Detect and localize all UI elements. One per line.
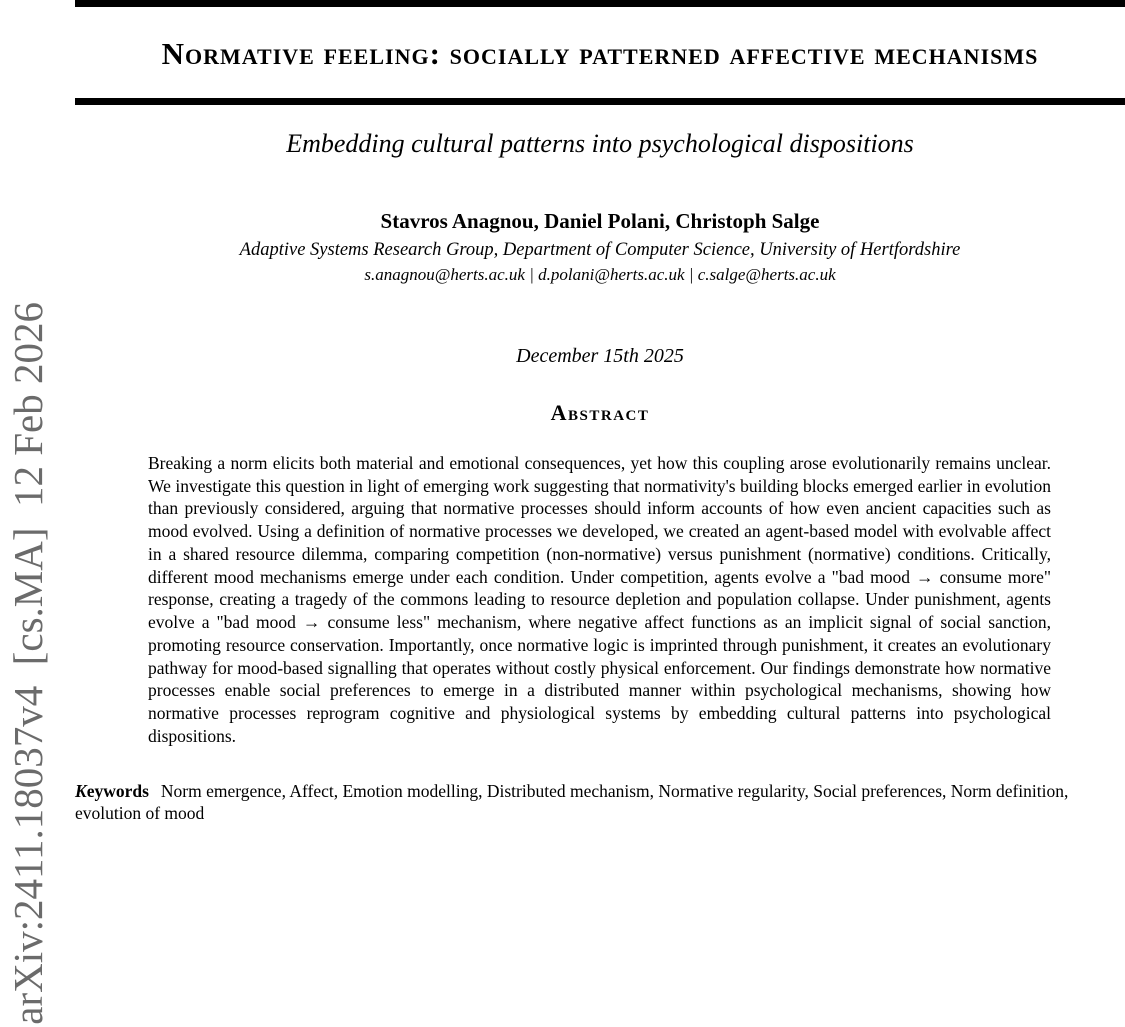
keywords-text: Norm emergence, Affect, Emotion modelling, Distributed mechanism, Normative regularity, Social preferences, Norm definition, evolution of mood: [75, 780, 1069, 824]
title-bottom-rule: [75, 98, 1125, 105]
arxiv-watermark: arXiv:2411.18037v4 [cs.MA] 12 Feb 2026: [5, 302, 51, 1025]
top-rule: [75, 0, 1125, 7]
abstract-text: Breaking a norm elicits both material and emotional consequences, yet how this coupling arose evolutionarily remains unclear. We investigate this question in light of emerging work suggesting that normativity's building blocks emerged earlier in evolution than previously considered, arguing that normative processes should inform accounts of how even ancient capacities such as mood evolved. Using a definition of normative processes we developed, we created an agent-based model with evolvable affect in a shared resource dilemma, comparing competition (non-normative) versus punishment (normative) conditions. Critically, different mood mechanisms emerge under each condition. Under competition, agents evolve a "bad mood → consume more" response, creating a tragedy of the commons leading to resource depletion and population collapse. Under punishment, agents evolve a "bad mood → consume less" mechanism, where negative affect functions as an implicit signal of social sanction, promoting resource conservation. Importantly, once normative logic is imprinted through punishment, it creates an evolutionary pathway for mood-based signalling that operates without costly physical enforcement. Our findings demonstrate how normative processes enable social preferences to emerge in a distributed manner within psychological mechanisms, showing how normative processes reprogram cognitive and physiological systems by embedding cultural patterns into psychological dispositions.: [148, 452, 1051, 746]
paper-title: Normative feeling: socially patterned affective mechanisms: [161, 36, 1039, 71]
paper-subtitle: Embedding cultural patterns into psychological dispositions: [286, 128, 914, 158]
author-names: Stavros Anagnou, Daniel Polani, Christoph Salge: [380, 208, 820, 233]
keywords-line: [75, 780, 1123, 826]
author-affiliation: Adaptive Systems Research Group, Department of Computer Science, University of Hertfordshire: [239, 239, 961, 260]
paper-page: [75, 0, 1125, 825]
paper-date: December 15th 2025: [516, 344, 684, 367]
keywords-label: Keywords: [75, 780, 149, 801]
abstract-heading: Abstract: [550, 399, 650, 425]
author-emails: s.anagnou@herts.ac.uk | d.polani@herts.ac.uk | c.salge@herts.ac.uk: [364, 264, 836, 284]
